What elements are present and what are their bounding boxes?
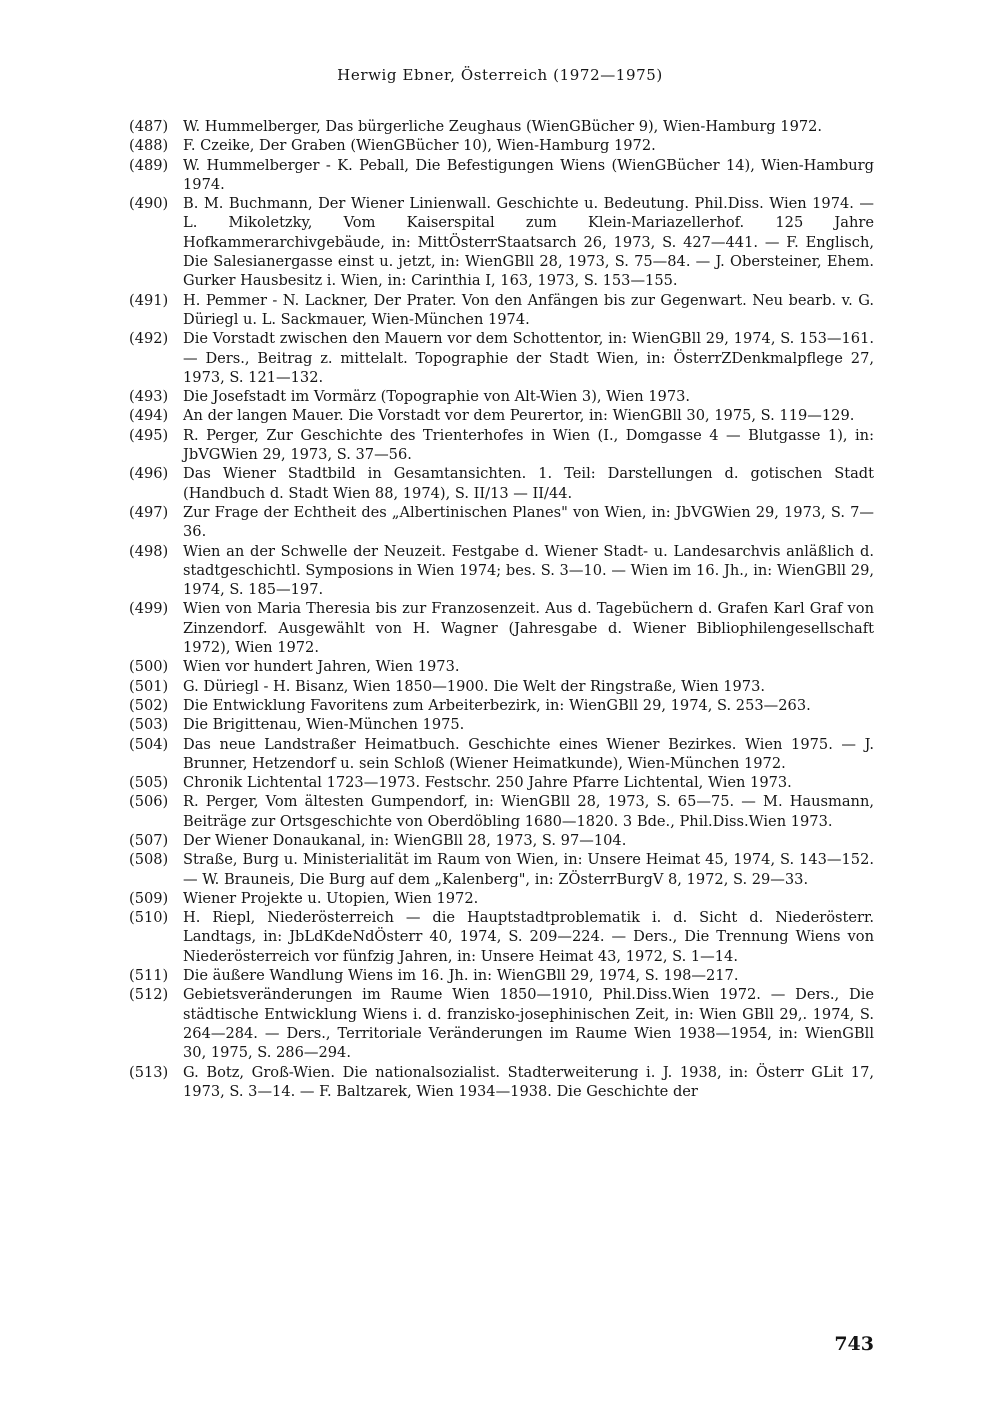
entry-text: F. Czeike, Der Graben (WienGBücher 10), Wien-Hamburg 1972.: [183, 137, 656, 155]
bibliography-entry: [129, 406, 874, 425]
entry-text: Zur Frage der Echtheit des „Albertinischen Planes" von Wien, in: JbVGWien 29, 1973, S. 7—36.: [183, 503, 874, 541]
entry-text: R. Perger, Vom ältesten Gumpendorf, in: WienGBll 28, 1973, S. 65—75. — M. Hausmann, Beiträge zur Ortsgeschichte von Oberdöbling 1680—1820. 3 Bde., Phil.Diss.Wien 1973.: [183, 793, 874, 830]
bibliography-entry: [129, 792, 874, 831]
bibliography-entry: [129, 503, 874, 542]
entry-number: (512): [129, 986, 169, 1004]
entry-text: Das Wiener Stadtbild in Gesamtansichten. 1. Teil: Darstellungen d. gotischen Stadt (Handbuch d. Stadt Wien 88, 1974), S. II/13 — II/44.: [183, 465, 874, 502]
bibliography-entry: [129, 542, 874, 600]
entry-number: (498): [129, 542, 169, 560]
entry-text: Chronik Lichtental 1723—1973. Festschr. 250 Jahre Pfarre Lichtental, Wien 1973.: [183, 774, 792, 792]
entry-text: Die Brigittenau, Wien-München 1975.: [183, 716, 465, 734]
entry-number: (490): [129, 195, 169, 213]
entry-number: (509): [129, 889, 169, 907]
entry-number: (497): [129, 503, 169, 521]
entry-number: (502): [129, 696, 169, 714]
entry-number: (495): [129, 426, 169, 444]
entry-number: (513): [129, 1063, 169, 1081]
entry-number: (499): [129, 600, 169, 618]
entry-number: (493): [129, 388, 169, 406]
bibliography-entry: [129, 426, 874, 465]
bibliography-entry: [129, 677, 874, 696]
entry-number: (506): [129, 793, 169, 811]
entry-text: W. Hummelberger, Das bürgerliche Zeughaus (WienGBücher 9), Wien-Hamburg 1972.: [183, 118, 823, 135]
entry-number: (489): [129, 156, 169, 174]
bibliography-entry: [129, 291, 874, 330]
bibliography-entry: [129, 985, 874, 1062]
entry-text: Der Wiener Donaukanal, in: WienGBll 28, 1973, S. 97—104.: [183, 831, 627, 849]
bibliography-entry: [129, 889, 874, 908]
entry-text: Die Vorstadt zwischen den Mauern vor dem Schottentor, in: WienGBll 29, 1974, S. 153—161. — Ders., Beitrag z. mittelalt. Topographie der Stadt Wien, in: ÖsterrZDenkmalpflege 27, 1973, S. 121—132.: [183, 330, 874, 386]
bibliography-entry: [129, 696, 874, 715]
bibliography-entry: [129, 831, 874, 850]
entry-text: Wien vor hundert Jahren, Wien 1973.: [183, 658, 460, 676]
entry-text: H. Riepl, Niederösterreich — die Hauptstadtproblematik i. d. Sicht d. Niederösterr. Landtags, in: JbLdKdeNdÖsterr 40, 1974, S. 209—224. — Ders., Die Trennung Wiens von Niederösterreich vor fünfzig Jahren, in: Unsere Heimat 43, 1972, S. 1—14.: [183, 909, 874, 965]
entry-text: G. Düriegl - H. Bisanz, Wien 1850—1900. Die Welt der Ringstraße, Wien 1973.: [183, 677, 766, 695]
entry-text: W. Hummelberger - K. Peball, Die Befestigungen Wiens (WienGBücher 14), Wien-Hamburg 1974.: [183, 156, 874, 193]
bibliography-entry: [129, 908, 874, 966]
entry-text: B. M. Buchmann, Der Wiener Linienwall. Geschichte u. Bedeutung. Phil.Diss. Wien 1974. — L. Mikoletzky, Vom Kaiserspital zum Klein-Mariazellerhof. 125 Jahre Hofkammerarchivgebäude, in: MittÖsterrStaatsarch 26, 1973, S. 427—441. — F. Englisch, Die Salesianergasse einst u. jetzt, in: WienGBll 28, 1973, S. 75—84. — J. Obersteiner, Ehem. Gurker Hausbesitz i. Wien, in: Carinthia I, 163, 1973, S. 153—155.: [183, 195, 874, 290]
bibliography-entry: [129, 329, 874, 387]
entry-number: (501): [129, 677, 169, 695]
bibliography-list: [129, 117, 874, 1101]
entry-text: Straße, Burg u. Ministerialität im Raum von Wien, in: Unsere Heimat 45, 1974, S. 143—152. — W. Brauneis, Die Burg auf dem „Kalenberg", in: ZÖsterrBurgV 8, 1972, S. 29—33.: [183, 851, 874, 888]
bibliography-entry: [129, 156, 874, 195]
entry-number: (504): [129, 735, 169, 753]
entry-text: An der langen Mauer. Die Vorstadt vor dem Peurertor, in: WienGBll 30, 1975, S. 119—129.: [183, 407, 855, 425]
running-header: Herwig Ebner, Österreich (1972—1975): [337, 66, 663, 84]
entry-text: Das neue Landstraßer Heimatbuch. Geschichte eines Wiener Bezirkes. Wien 1975. — J. Brunner, Hetzendorf u. sein Schloß (Wiener Heimatkunde), Wien-München 1972.: [183, 735, 874, 772]
bibliography-entry: [129, 1063, 874, 1102]
bibliography-entry: [129, 136, 874, 155]
entry-text: G. Botz, Groß-Wien. Die nationalsozialist. Stadterweiterung i. J. 1938, in: Österr GLit 17, 1973, S. 3—14. — F. Baltzarek, Wien 1934—1938. Die Geschichte der: [183, 1063, 874, 1100]
entry-number: (507): [129, 831, 169, 849]
bibliography-entry: [129, 850, 874, 889]
entry-text: Die Entwicklung Favoritens zum Arbeiterbezirk, in: WienGBll 29, 1974, S. 253—263.: [183, 696, 811, 714]
bibliography-entry: [129, 773, 874, 792]
entry-text: R. Perger, Zur Geschichte des Trienterhofes in Wien (I., Domgasse 4 — Blutgasse 1), in: JbVGWien 29, 1973, S. 37—56.: [183, 426, 874, 464]
entry-text: Wien an der Schwelle der Neuzeit. Festgabe d. Wiener Stadt- u. Landesarchvis anläßlich d. stadtgeschichtl. Symposions in Wien 1974; bes. S. 3—10. — Wien im 16. Jh., in: WienGBll 29, 1974, S. 185—197.: [183, 542, 874, 599]
bibliography-entry: [129, 464, 874, 503]
entry-number: (487): [129, 118, 169, 135]
entry-number: (496): [129, 465, 169, 483]
bibliography-entry: [129, 599, 874, 657]
entry-number: (500): [129, 658, 169, 676]
bibliography-entry: [129, 117, 874, 136]
bibliography-entry: [129, 194, 874, 290]
entry-text: Die Josefstadt im Vormärz (Topographie von Alt-Wien 3), Wien 1973.: [183, 388, 691, 406]
entry-text: Wien von Maria Theresia bis zur Franzosenzeit. Aus d. Tagebüchern d. Grafen Karl Graf von Zinzendorf. Ausgewählt von H. Wagner (Jahresgabe d. Wiener Bibliophilengesellschaft 1972), Wien 1972.: [183, 600, 874, 657]
entry-number: (488): [129, 137, 169, 155]
bibliography-entry: [129, 657, 874, 676]
entry-number: (505): [129, 774, 169, 792]
bibliography-entry: [129, 387, 874, 406]
entry-text: Wiener Projekte u. Utopien, Wien 1972.: [183, 889, 479, 907]
entry-number: (494): [129, 407, 169, 425]
entry-number: (491): [129, 291, 169, 309]
entry-number: (508): [129, 851, 169, 869]
bibliography-entry: [129, 715, 874, 734]
page-number: 743: [834, 1333, 874, 1355]
bibliography-entry: [129, 735, 874, 774]
entry-number: (503): [129, 716, 169, 734]
entry-number: (511): [129, 967, 169, 985]
entry-text: Die äußere Wandlung Wiens im 16. Jh. in: WienGBll 29, 1974, S. 198—217.: [183, 967, 739, 985]
bibliography-entry: [129, 966, 874, 985]
entry-number: (492): [129, 330, 169, 348]
entry-text: H. Pemmer - N. Lackner, Der Prater. Von den Anfängen bis zur Gegenwart. Neu bearb. v. G. Düriegl u. L. Sackmauer, Wien-München 1974.: [183, 291, 874, 328]
entry-number: (510): [129, 909, 169, 927]
entry-text: Gebietsveränderungen im Raume Wien 1850—1910, Phil.Diss.Wien 1972. — Ders., Die städtische Entwicklung Wiens i. d. franzisko-josephinischen Zeit, in: Wien GBll 29,. 1974, S. 264—284. — Ders., Territoriale Veränderungen im Raume Wien 1938—1954, in: WienGBll 30, 1975, S. 286—294.: [183, 986, 874, 1062]
